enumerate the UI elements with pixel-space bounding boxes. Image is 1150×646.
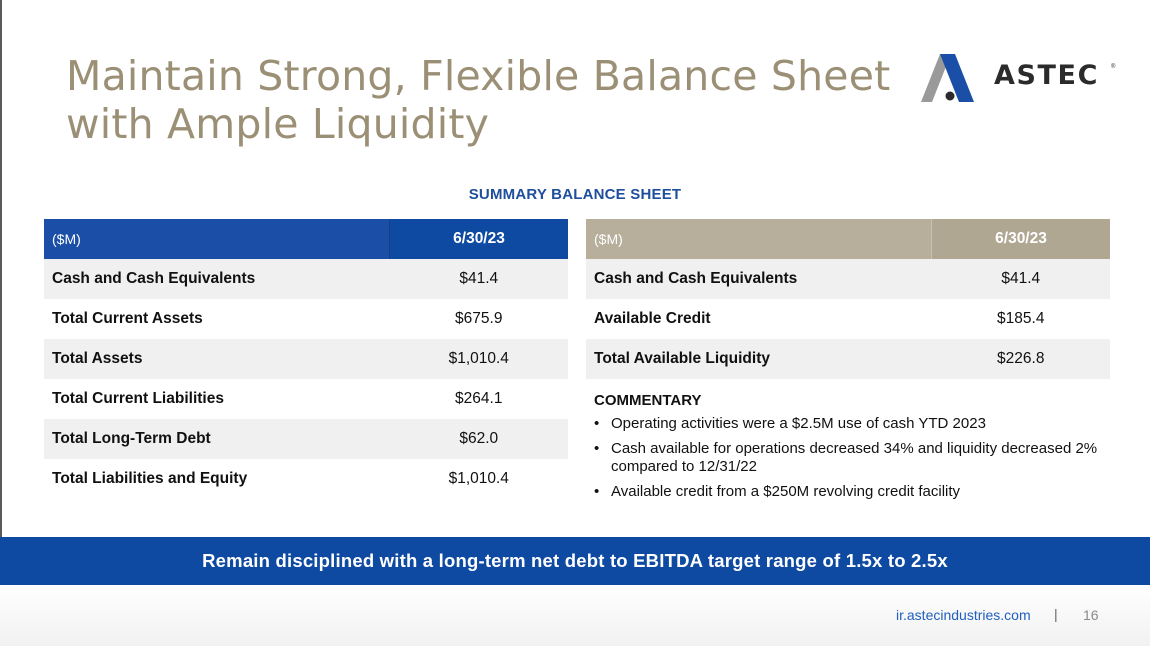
row-label: Total Current Liabilities (44, 379, 390, 419)
footer-link[interactable]: ir.astecindustries.com (896, 607, 1031, 623)
table-row (586, 339, 1110, 379)
table-header-row (44, 219, 568, 259)
list-item (594, 440, 1104, 476)
row-label: Total Current Assets (44, 299, 390, 339)
list-item-text: Cash available for operations decreased 34% and liquidity decreased 2% compared to 12/31/22 (611, 440, 1098, 475)
table-row (44, 459, 568, 499)
row-value: $41.4 (390, 259, 569, 299)
row-label: Available Credit (586, 299, 932, 339)
table-row (44, 299, 568, 339)
target-banner: Remain disciplined with a long-term net debt to EBITDA target range of 1.5x to 2.5x (0, 537, 1150, 585)
row-value: $1,010.4 (390, 339, 569, 379)
table-row (586, 259, 1110, 299)
page-number: 16 (1083, 607, 1099, 623)
row-label: Total Available Liquidity (586, 339, 932, 379)
list-item-text: Operating activities were a $2.5M use of cash YTD 2023 (611, 415, 986, 432)
row-label: Total Liabilities and Equity (44, 459, 390, 499)
table-row (44, 259, 568, 299)
list-item-text: Available credit from a $250M revolving credit facility (611, 483, 961, 500)
row-label: Total Assets (44, 339, 390, 379)
balance-sheet-table (44, 219, 568, 499)
row-value: $62.0 (390, 419, 569, 459)
row-value: $264.1 (390, 379, 569, 419)
bullet-icon: • (594, 440, 600, 457)
page-title (66, 52, 906, 148)
table-row (586, 299, 1110, 339)
table-row (44, 379, 568, 419)
column-header-label: ($M) (44, 219, 390, 259)
list-item (594, 483, 1104, 501)
row-label: Cash and Cash Equivalents (44, 259, 390, 299)
page-title-line-2: with Ample Liquidity (66, 100, 490, 148)
row-label: Cash and Cash Equivalents (586, 259, 932, 299)
logo-trademark: ® (1111, 64, 1116, 70)
bullet-icon: • (594, 483, 600, 500)
table-header-row (586, 219, 1110, 259)
row-value: $226.8 (932, 339, 1111, 379)
footer-separator: | (1054, 606, 1058, 622)
bullet-icon: • (594, 415, 600, 432)
page-title-line-1: Maintain Strong, Flexible Balance Sheet (66, 52, 891, 100)
commentary-list (594, 415, 1104, 501)
row-value: $675.9 (390, 299, 569, 339)
table-row (44, 419, 568, 459)
column-header-date: 6/30/23 (932, 219, 1111, 259)
row-value: $1,010.4 (390, 459, 569, 499)
row-value: $41.4 (932, 259, 1111, 299)
table-row (44, 339, 568, 379)
liquidity-table (586, 219, 1110, 379)
column-header-date: 6/30/23 (390, 219, 569, 259)
commentary-section (594, 392, 1104, 508)
section-title: SUMMARY BALANCE SHEET (468, 186, 682, 203)
row-value: $185.4 (932, 299, 1111, 339)
astec-logo-text: ASTEC (994, 60, 1100, 91)
commentary-heading: COMMENTARY (594, 392, 702, 409)
row-label: Total Long-Term Debt (44, 419, 390, 459)
list-item (594, 415, 1104, 433)
column-header-label: ($M) (586, 219, 932, 259)
